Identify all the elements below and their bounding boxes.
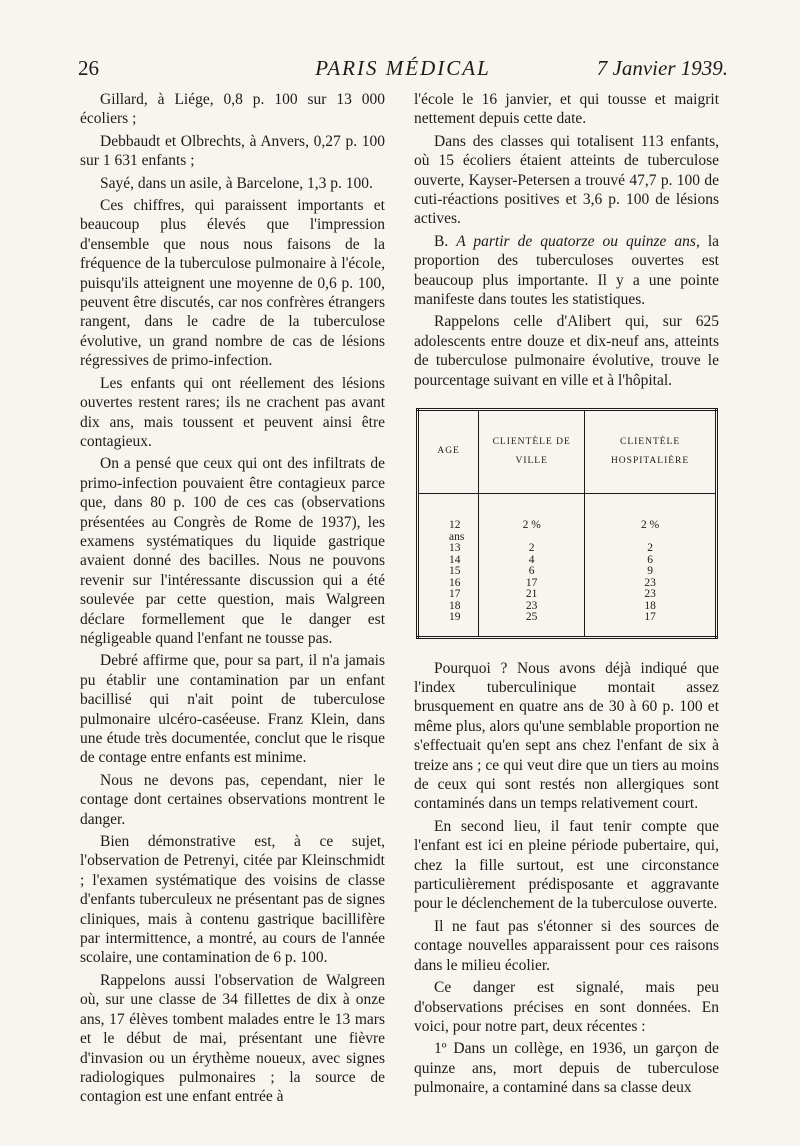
paragraph: Ces chiffres, qui paraissent importants et beaucoup plus élevés que l'impression d'ensemble que nous nous faisons de la fréquence de la tuberculose pulmonaire à l'école, puisqu'ils atteignent une moyenne de 0,6 p. 100, peuvent être discutés, car nos confrères étrangers rangent, dans le cadre de la tuberculose évolutive, un grand nombre de cas de lésions régressives de primo-infection.	[80, 197, 385, 370]
cell-age: 19	[418, 612, 479, 637]
cell-hospital: 17	[644, 611, 656, 624]
paragraph: Nous ne devons pas, cependant, nier le contage dont certaines observations montrent le danger.	[80, 771, 385, 828]
cell-ville: 17	[479, 578, 585, 590]
paragraph: On a pensé que ceux qui ont des infiltrats de primo-infection pouvaient être contagieux parce que, dans 80 p. 100 de ces cas (observations présentées au Congrès de Rome de 1937), les examens systématiques du liquide gastrique avaient donné des bacilles. Nous ne pouvons revenir sur l'intéressante discussion qui a été soulevée par cette question, mais Walgreen déclare formellement que le danger est négligeable quand l'enfant ne tousse pas.	[80, 455, 385, 647]
cell-hospital: 6	[647, 553, 653, 566]
cell-ville: 2	[479, 543, 585, 555]
paragraph: Ce danger est signalé, mais peu d'observations précises en sont données. En voici, pour notre part, deux récentes :	[414, 979, 719, 1035]
paragraph: l'école le 16 janvier, et qui tousse et maigrit nettement depuis cette date.	[414, 91, 719, 128]
issue-date: 7 Janvier 1939.	[596, 56, 728, 80]
table-row	[418, 612, 717, 637]
paragraph: 1º Dans un collège, en 1936, un garçon de quinze ans, mort depuis de tuberculose pulmonaire, a contaminé dans sa classe deux	[414, 1040, 719, 1097]
cell-age: 13	[418, 543, 479, 555]
age-percentage-table	[416, 408, 718, 639]
table-row	[418, 601, 717, 613]
table-row	[418, 543, 717, 555]
paragraph: Les enfants qui ont réellement des lésions ouvertes restent rares; ils ne crachent pas avant dix ans, mais toussent et peuvent ainsi être contagieux.	[80, 374, 385, 450]
cell-age: 18	[418, 601, 479, 613]
paragraph-section-b	[414, 232, 719, 310]
col-header-ville: CLIENTÈLE DE VILLE	[479, 410, 585, 494]
cell-ville: 21	[479, 589, 585, 601]
cell-age: 14	[418, 555, 479, 567]
cell-age: 12 ans	[418, 494, 479, 544]
cell-hospital: 23	[644, 588, 656, 601]
table-row	[418, 566, 717, 578]
cell-ville: 2 %	[479, 494, 585, 544]
cell-age: 15	[418, 566, 479, 578]
table-row	[418, 494, 717, 544]
table-row	[418, 555, 717, 567]
table-header-row	[418, 410, 717, 494]
left-column	[80, 90, 385, 1110]
paragraph: En second lieu, il faut tenir compte que l'enfant est ici en pleine période pubertaire, qui, chez la fille surtout, est une circonstance particulièrement prédisposante et aggravante pour le déclenchement de la tuberculose ouverte.	[414, 817, 719, 913]
cell-hospital: 23	[644, 576, 656, 589]
cell-hospital: 18	[644, 599, 656, 612]
col-header-hospital: CLIENTÈLE HOSPITALIÈRE	[585, 410, 717, 494]
col-header-age: AGE	[418, 410, 479, 494]
cell-hospital: 9	[647, 565, 653, 578]
page-header	[78, 56, 728, 86]
cell-age: 17	[418, 589, 479, 601]
paragraph: Dans des classes qui totalisent 113 enfants, où 15 écoliers étaient atteints de tuberculose ouverte, Kayser-Petersen a trouvé 47,7 p. 100 de cuti-réactions positives et 3,6 p. 100 de lésions actives.	[414, 132, 719, 228]
paragraph: Debré affirme que, pour sa part, il n'a jamais pu établir une contamination par un enfant bacillisé qui n'ait point de tuberculose pulmonaire ulcéro-caséeuse. Franz Klein, dans une étude très documentée, conclut que le risque de contage entre enfants est minime.	[80, 652, 385, 767]
paragraph: Rappelons aussi l'observation de Walgreen où, sur une classe de 34 fillettes de dix à onze ans, 17 élèves tombent malades entre le 13 mars et le début de mai, présentant une fièvre d'invasion ou un érythème noueux, avec signes radiologiques pulmonaires ; la source de contagion est une enfant entrée à	[80, 971, 385, 1106]
cell-ville: 25	[479, 612, 585, 637]
paragraph: Pourquoi ? Nous avons déjà indiqué que l'index tuberculinique montait assez brusquement en quatre ans de 30 à 60 p. 100 et même plus, alors qu'une semblable proportion ne s'effectuait qu'en sept ans chez l'enfant de six à treize ans ; ce qui veut dire que un tiers au moins de ceux qui sont restés non allergiques sont contaminés dans un temps relativement court.	[414, 659, 719, 813]
section-label: B.	[434, 232, 449, 250]
paragraph: Bien démonstrative est, à ce sujet, l'observation de Petrenyi, citée par Kleinschmidt ; l'examen systématique des voisins de classe d'enfants tuberculeux ne présentant pas de signes cliniques, mais à contenu gastrique bacillifère par intermittence, a montré, au cours de l'année scolaire, une contamination de 6 p. 100.	[80, 833, 385, 967]
cell-ville: 6	[479, 566, 585, 578]
section-text: la proportion des tuberculoses ouvertes est beaucoup plus importante. Il y a une pointe manifeste dans toutes les statistiques.	[414, 232, 720, 309]
paragraph: Debbaudt et Olbrechts, à Anvers, 0,27 p. 100 sur 1 631 enfants ;	[80, 132, 385, 170]
section-heading: A partir de quatorze ou quinze ans,	[456, 232, 700, 250]
cell-ville: 4	[479, 555, 585, 567]
table-row	[418, 589, 717, 601]
cell-ville: 23	[479, 601, 585, 613]
journal-title: PARIS MÉDICAL	[315, 56, 491, 80]
cell-hospital: 2 %	[640, 519, 660, 532]
right-column	[414, 90, 719, 1101]
paragraph: Rappelons celle d'Alibert qui, sur 625 adolescents entre douze et dix-neuf ans, atteints de tuberculose pulmonaire évolutive, trouve le pourcentage suivant en ville et à l'hôpital.	[414, 313, 719, 389]
paragraph: Gillard, à Liége, 0,8 p. 100 sur 13 000 écoliers ;	[80, 91, 385, 128]
paragraph: Il ne faut pas s'étonner si des sources de contage nouvelles apparaissent pour ces raisons dans le milieu écolier.	[414, 917, 719, 974]
cell-age: 16	[418, 578, 479, 590]
page-number: 26	[78, 56, 99, 80]
paragraph: Sayé, dans un asile, à Barcelone, 1,3 p. 100.	[100, 174, 373, 192]
cell-hospital: 2	[647, 542, 653, 555]
table-row	[418, 578, 717, 590]
